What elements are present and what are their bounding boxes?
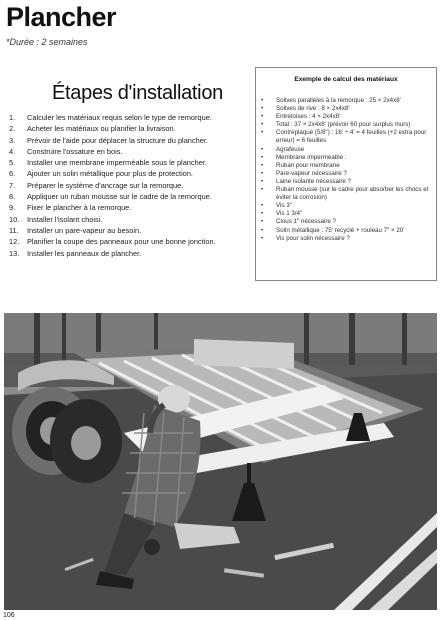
step-number: 4. bbox=[9, 146, 16, 156]
step-number: 2. bbox=[9, 124, 16, 134]
bullet-icon: • bbox=[261, 97, 264, 104]
material-text: Vis pour solin nécessaire ? bbox=[276, 234, 350, 242]
bullet-icon: • bbox=[261, 210, 264, 218]
bullet-icon: • bbox=[261, 177, 264, 185]
bullet-icon: • bbox=[261, 121, 264, 129]
materials-calculation-box bbox=[255, 67, 437, 281]
step-item bbox=[9, 123, 247, 134]
step-number: 8. bbox=[9, 192, 16, 202]
material-item bbox=[261, 129, 433, 145]
installation-steps-list bbox=[9, 112, 247, 259]
material-text: Solives parallèles à la remorque : 25 × 2x4x8' bbox=[276, 97, 401, 104]
bullet-icon: • bbox=[261, 129, 264, 137]
material-text: Ruban pour membrane bbox=[276, 161, 340, 169]
page-number: 106 bbox=[3, 612, 15, 619]
step-text: Planifier la coupe des panneaux pour une bonne jonction. bbox=[27, 237, 216, 247]
step-number: 13. bbox=[9, 248, 20, 258]
step-item bbox=[9, 191, 247, 202]
material-text: Contreplaqué (5/8") : 16' ÷ 4' = 4 feuilles (+2 extra pour erreur) = 6 feuilles bbox=[276, 129, 427, 145]
bullet-icon: • bbox=[261, 226, 264, 234]
material-item bbox=[261, 113, 433, 121]
step-item bbox=[9, 146, 247, 157]
material-item bbox=[261, 186, 433, 202]
step-item bbox=[9, 168, 247, 179]
photo-illustration bbox=[4, 313, 437, 610]
material-item bbox=[261, 97, 433, 105]
step-text: Ajouter un solin métallique pour plus de protection. bbox=[27, 169, 193, 179]
material-item bbox=[261, 154, 433, 162]
step-item bbox=[9, 135, 247, 146]
material-item bbox=[261, 218, 433, 226]
bullet-icon: • bbox=[261, 113, 264, 121]
step-number: 10. bbox=[9, 214, 20, 224]
material-item bbox=[261, 146, 433, 154]
bullet-icon: • bbox=[261, 169, 264, 177]
step-text: Prévoir de l'aide pour déplacer la structure du plancher. bbox=[27, 135, 208, 145]
step-item bbox=[9, 180, 247, 191]
step-text: Acheter les matériaux ou planifier la livraison. bbox=[27, 124, 176, 134]
step-text: Installer l'isolant choisi. bbox=[27, 214, 103, 224]
steps-heading: Étapes d'installation bbox=[52, 82, 223, 104]
material-text: Entretoises : 4 × 2x4x8' bbox=[276, 113, 341, 121]
material-item bbox=[261, 235, 433, 243]
material-item bbox=[261, 170, 433, 178]
trailer-floor-photo bbox=[4, 313, 437, 610]
material-text: Clous 1" nécessaire ? bbox=[276, 218, 336, 226]
material-item bbox=[261, 178, 433, 186]
bullet-icon: • bbox=[261, 161, 264, 169]
material-item bbox=[261, 210, 433, 218]
step-number: 11. bbox=[9, 225, 19, 235]
step-item bbox=[9, 214, 247, 225]
step-number: 3. bbox=[9, 135, 16, 145]
step-number: 7. bbox=[9, 180, 16, 190]
material-text: Laine isolante nécessaire ? bbox=[276, 177, 351, 185]
bullet-icon: • bbox=[261, 153, 264, 161]
material-item bbox=[261, 162, 433, 170]
bullet-icon: • bbox=[261, 202, 264, 210]
materials-list bbox=[261, 97, 433, 243]
step-item bbox=[9, 112, 247, 123]
duration-note: *Durée : 2 semaines bbox=[6, 37, 88, 47]
bullet-icon: • bbox=[261, 186, 264, 194]
step-number: 1. bbox=[9, 113, 16, 122]
step-item bbox=[9, 236, 247, 247]
step-number: 6. bbox=[9, 169, 16, 179]
step-text: Installer les panneaux de plancher. bbox=[27, 248, 142, 258]
material-text: Solives de rive : 8 × 2x4x8' bbox=[276, 105, 350, 113]
step-text: Appliquer un ruban mousse sur le cadre de la remorque. bbox=[27, 192, 212, 202]
step-text: Installer une membrane imperméable sous le plancher. bbox=[27, 158, 207, 168]
bullet-icon: • bbox=[261, 218, 264, 226]
material-item bbox=[261, 105, 433, 113]
material-text: Agrafeuse bbox=[276, 145, 305, 153]
calc-box-title: Exemple de calcul des matériaux bbox=[294, 76, 398, 83]
step-number: 9. bbox=[9, 203, 16, 213]
step-text: Préparer le système d'ancrage sur la remorque. bbox=[27, 180, 184, 190]
material-text: Solin métallique : 75' recyclé + rouleau 7" × 20' bbox=[276, 226, 405, 234]
step-number: 5. bbox=[9, 158, 16, 168]
step-text: Installer un pare-vapeur au besoin. bbox=[27, 225, 142, 235]
material-text: Ruban mousse (sur le cadre pour absorber les chocs et éviter la corrosion) bbox=[276, 186, 429, 202]
material-item bbox=[261, 121, 433, 129]
step-number: 12. bbox=[9, 237, 20, 247]
step-text: Fixer le plancher à la remorque. bbox=[27, 203, 132, 213]
material-item bbox=[261, 202, 433, 210]
bullet-icon: • bbox=[261, 234, 264, 242]
material-text: Vis 1 3/4" bbox=[276, 210, 303, 218]
page-title: Plancher bbox=[6, 2, 117, 32]
step-item bbox=[9, 248, 247, 259]
material-item bbox=[261, 227, 433, 235]
step-item bbox=[9, 225, 247, 236]
material-text: Total : 37 × 2x4x8' (prévoir 60 pour surplus murs) bbox=[276, 121, 411, 129]
material-text: Vis 3" bbox=[276, 202, 292, 210]
step-item bbox=[9, 157, 247, 168]
bullet-icon: • bbox=[261, 145, 264, 153]
bullet-icon: • bbox=[261, 105, 264, 113]
material-text: Membrane imperméable : bbox=[276, 153, 347, 161]
step-item bbox=[9, 202, 247, 213]
step-text: Construire l'ossature en bois. bbox=[27, 146, 123, 156]
step-text: Calculer les matériaux requis selon le type de remorque. bbox=[27, 113, 212, 122]
material-text: Pare-vapeur nécessaire ? bbox=[276, 169, 347, 177]
